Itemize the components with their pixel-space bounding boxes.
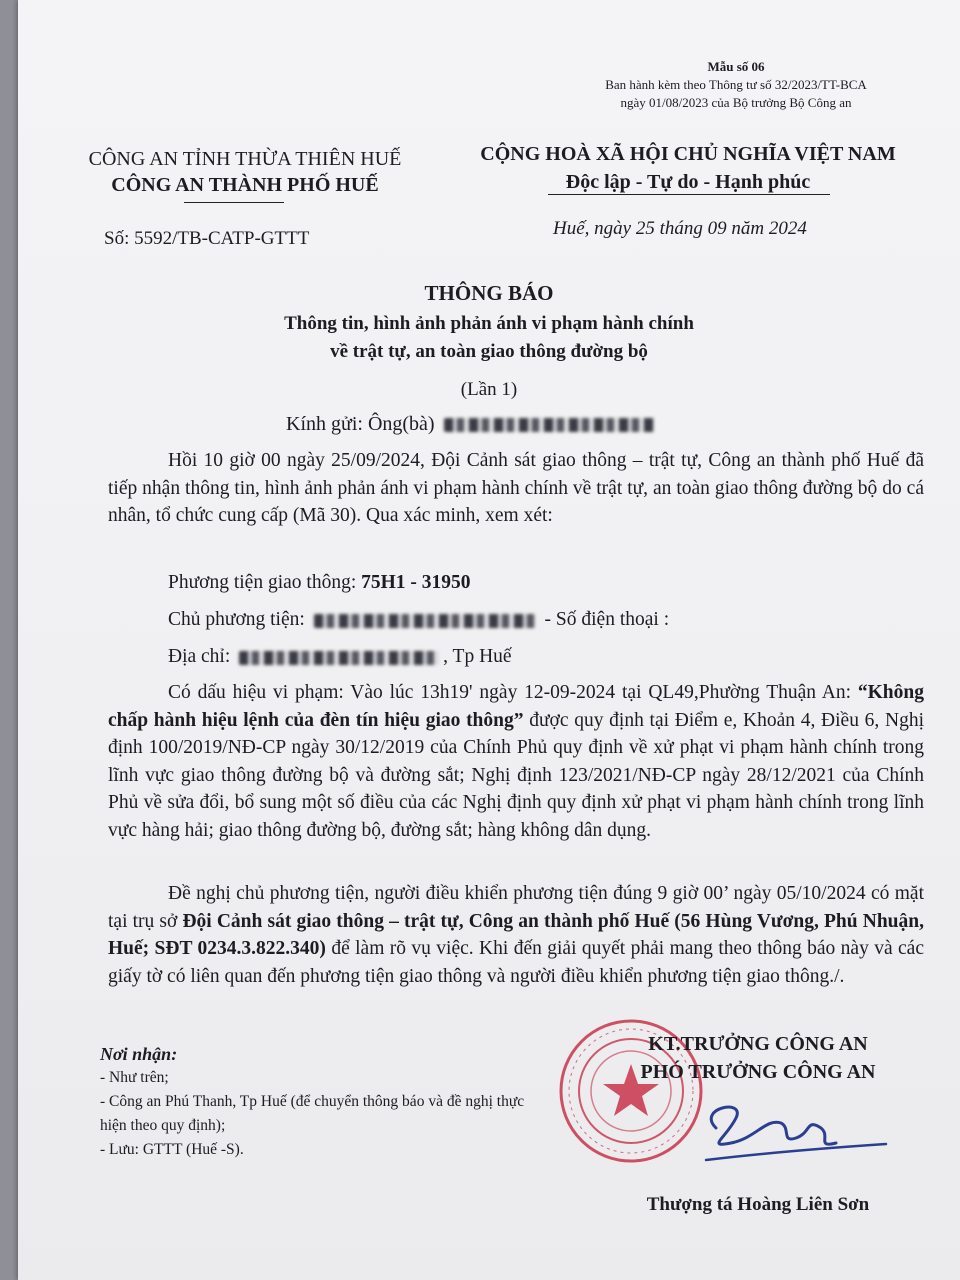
vehicle-plate: 75H1 - 31950 (361, 572, 471, 593)
address-city: , Tp Huế (443, 646, 512, 667)
redacted-address (239, 651, 439, 665)
handwritten-signature (686, 1088, 896, 1178)
recipient-item: - Lưu: GTTT (Huế -S). (100, 1141, 244, 1158)
agency-underline (184, 202, 284, 203)
form-number: Mẫu số 06 (707, 59, 765, 74)
recipient-item: - Như trên; (100, 1069, 169, 1086)
form-issued-line2: ngày 01/08/2023 của Bộ trưởng Bộ Công an (620, 95, 852, 110)
recipient-line (286, 413, 658, 436)
owner-label: Chủ phương tiện: (168, 609, 305, 630)
recipient-label: Kính gửi: Ông(bà) (286, 413, 435, 435)
request-instructions: để làm rõ vụ việc. Khi đến giải quyết phải mang theo thông báo này và các giấy tờ có liên quan đến phương tiện giao thông và người điều khiển phương tiện giao thông./. (108, 938, 924, 987)
document-subtitle-2: về trật tự, an toàn giao thông đường bộ (330, 341, 648, 362)
recipient-item: - Công an Phú Thanh, Tp Huế (để chuyển thông báo và đề nghị thực hiện theo quy định); (100, 1093, 525, 1134)
notice-instance: (Lần 1) (460, 379, 518, 400)
paragraph-violation (108, 679, 924, 844)
motto-underline (548, 194, 830, 195)
address-label: Địa chỉ: (168, 646, 231, 667)
document-subtitle-1: Thông tin, hình ảnh phản ánh vi phạm hành chính (284, 313, 694, 334)
signatory-title (578, 1030, 938, 1086)
signatory-title-line1: KT.TRƯỞNG CÔNG AN (648, 1033, 868, 1055)
redacted-name (444, 418, 654, 432)
signatory-name: Thượng tá Hoàng Liên Sơn (646, 1194, 870, 1215)
recipients-block (100, 1042, 540, 1162)
redacted-owner (314, 614, 536, 628)
document-page (18, 0, 960, 1280)
nation-name: CỘNG HOÀ XÃ HỘI CHỦ NGHĨA VIỆT NAM (480, 143, 896, 165)
document-title: THÔNG BÁO (424, 281, 554, 305)
address-line (168, 646, 512, 668)
paragraph-request (108, 880, 924, 990)
form-reference (566, 58, 906, 112)
signatory-title-line2: PHÓ TRƯỞNG CÔNG AN (640, 1061, 876, 1083)
vehicle-line (168, 572, 471, 594)
recipients-heading: Nơi nhận: (100, 1044, 178, 1064)
owner-line (168, 609, 669, 631)
nation-header (443, 140, 933, 196)
violation-description: “Không chấp hành hiệu lệnh của đèn tín hiệu giao thông” (108, 682, 924, 731)
vehicle-label: Phương tiện giao thông: (168, 572, 362, 593)
paragraph-intro: Hồi 10 giờ 00 ngày 25/09/2024, Đội Cảnh sát giao thông – trật tự, Công an thành phố Huế đã tiếp nhận thông tin, hình ảnh phản ánh vi phạm hành chính về trật tự, an toàn giao thông đường bộ do cá nhân, tổ chức cung cấp (Mã 30). Qua xác minh, xem xét: (108, 450, 924, 526)
violation-intro: Có dấu hiệu vi phạm: Vào lúc 13h19' ngày 12-09-2024 tại QL49,Phường Thuận An: (168, 682, 858, 703)
request-intro: Đề nghị chủ phương tiện, người điều khiển phương tiện đúng 9 giờ 00’ ngày 05/10/2024 có mặt tại trụ sở (108, 883, 924, 932)
place-date: Huế, ngày 25 tháng 09 năm 2024 (553, 218, 807, 239)
phone-label: - Số điện thoại : (544, 609, 670, 630)
office-address: Đội Cảnh sát giao thông – trật tự, Công an thành phố Huế (56 Hùng Vương, Phú Nhuận, Huế; SĐT 0234.3.822.340) (108, 910, 924, 959)
form-issued-line1: Ban hành kèm theo Thông tư số 32/2023/TT-BCA (605, 77, 867, 92)
agency-name: CÔNG AN THÀNH PHỐ HUẾ (111, 174, 379, 196)
nation-motto: Độc lập - Tự do - Hạnh phúc (565, 171, 811, 193)
document-number: Số: 5592/TB-CATP-GTTT (104, 228, 310, 249)
agency-header (60, 146, 430, 198)
agency-parent: CÔNG AN TỈNH THỪA THIÊN HUẾ (88, 148, 402, 170)
violation-legal-basis: được quy định tại Điểm e, Khoản 4, Điều 6, Nghị định 100/2019/NĐ-CP ngày 30/12/2019 của Chính Phủ quy định về xử phạt vi phạm hành chính trong lĩnh vực giao thông đường bộ và đường sắt; Nghị định 123/2021/NĐ-CP ngày 28/12/2021 của Chính Phủ về sửa đổi, bổ sung một số điều của các Nghị định quy định xử phạt vi phạm hành chính trong lĩnh vực hàng hải; giao thông đường bộ, đường sắt; hàng không dân dụng. (108, 709, 924, 841)
